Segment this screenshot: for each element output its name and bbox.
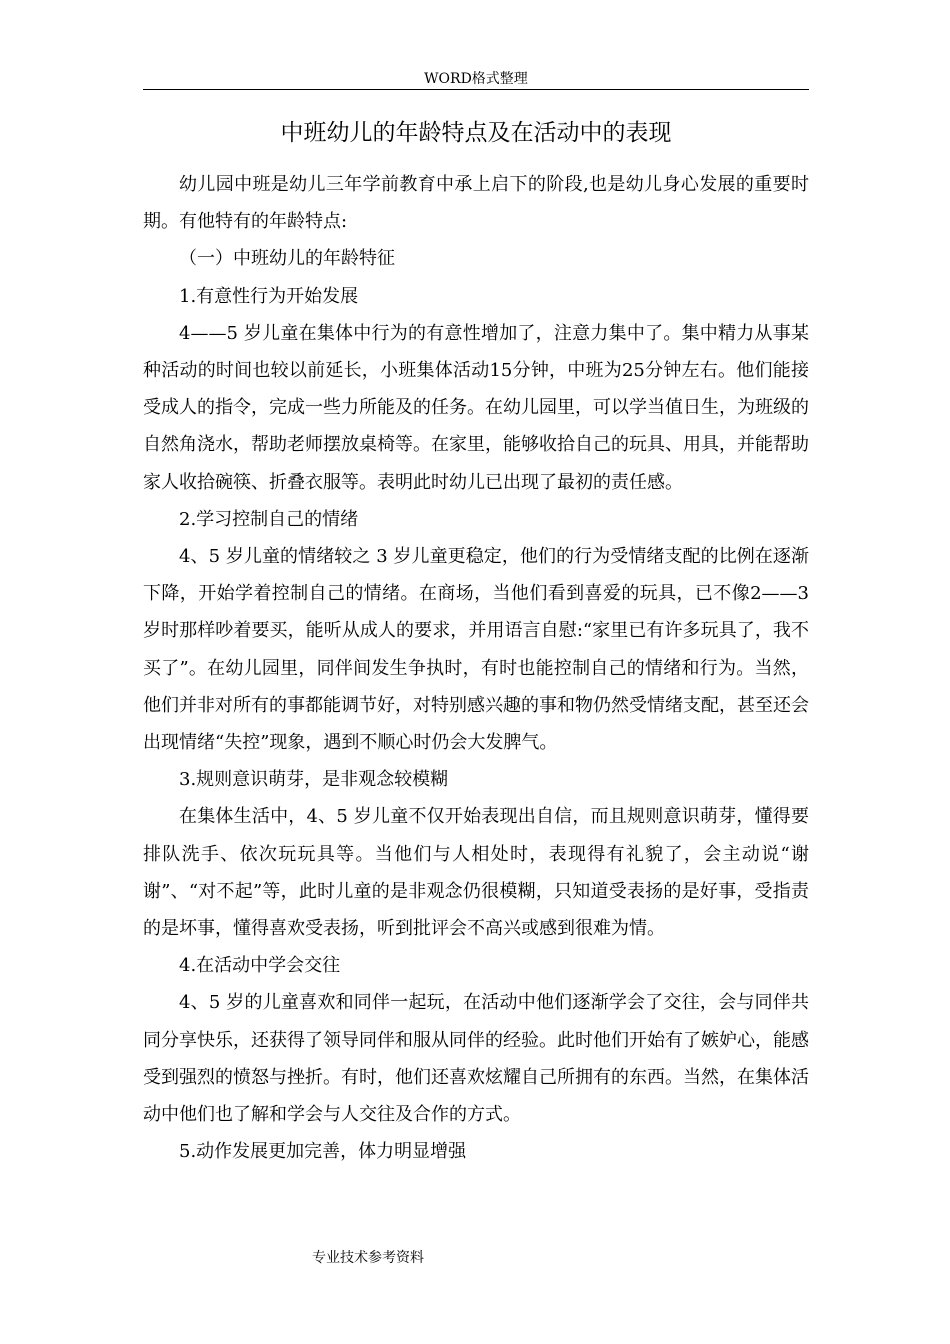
header-rule: [143, 89, 809, 90]
section-heading-age-features: （一）中班幼儿的年龄特征: [179, 248, 395, 270]
paragraph-rule-awareness: 在集体生活中，4、5 岁儿童不仅开始表现出自信，而且规则意识萌芽，懂得要排队洗手、依次玩玩具等。当他们与人相处时，表现得有礼貌了，会主动说“谢谢”、“对不起”等，此时儿童的是非观念仍很模糊，只知道受表扬的是好事，受指责的是坏事，懂得喜欢受表扬，听到批评会不高兴或感到很难为情。: [143, 806, 809, 940]
document-body: [143, 166, 809, 1170]
subheading-intentional-behavior: 1.有意性行为开始发展: [179, 285, 359, 307]
subheading-motor-development: 5.动作发展更加完善，体力明显增强: [179, 1141, 467, 1163]
paragraph-social-interaction: 4、5 岁的儿童喜欢和同伴一起玩，在活动中他们逐渐学会了交往，会与同伴共同分享快乐，还获得了领导同伴和服从同伴的经验。此时他们开始有了嫉妒心，能感受到强烈的愤怒与挫折。有时，他们还喜欢炫耀自己所拥有的东西。当然，在集体活动中他们也了解和学会与人交往及合作的方式。: [143, 992, 809, 1126]
paragraph-intentional-behavior: 4——5 岁儿童在集体中行为的有意性增加了，注意力集中了。集中精力从事某种活动的时间也较以前延长，小班集体活动15分钟，中班为25分钟左右。他们能接受成人的指令，完成一些力所能及的任务。在幼儿园里，可以学当值日生，为班级的自然角浇水，帮助老师摆放桌椅等。在家里，能够收拾自己的玩具、用具，并能帮助家人收拾碗筷、折叠衣服等。表明此时幼儿已出现了最初的责任感。: [143, 322, 809, 493]
page-header: WORD格式整理: [424, 71, 528, 87]
paragraph-emotion-control: 4、5 岁儿童的情绪较之 3 岁儿童更稳定，他们的行为受情绪支配的比例在逐渐下降，开始学着控制自己的情绪。在商场，当他们看到喜爱的玩具，已不像2——3岁时那样吵着要买，能听从成人的要求，并用语言自慰:“家里已有许多玩具了，我不买了”。在幼儿园里，同伴间发生争执时，有时也能控制自己的情绪和行为。当然，他们并非对所有的事都能调节好，对特别感兴趣的事和物仍然受情绪支配，甚至还会出现情绪“失控”现象，遇到不顺心时仍会大发脾气。: [143, 546, 809, 754]
subheading-social-interaction: 4.在活动中学会交往: [179, 955, 341, 977]
page-footer: 专业技术参考资料: [312, 1250, 424, 1266]
intro-paragraph: 幼儿园中班是幼儿三年学前教育中承上启下的阶段,也是幼儿身心发展的重要时期。有他特有的年龄特点:: [143, 174, 809, 233]
subheading-rule-awareness: 3.规则意识萌芽，是非观念较模糊: [179, 769, 449, 791]
subheading-emotion-control: 2.学习控制自己的情绪: [179, 508, 359, 530]
document-title: 中班幼儿的年龄特点及在活动中的表现: [280, 120, 672, 146]
